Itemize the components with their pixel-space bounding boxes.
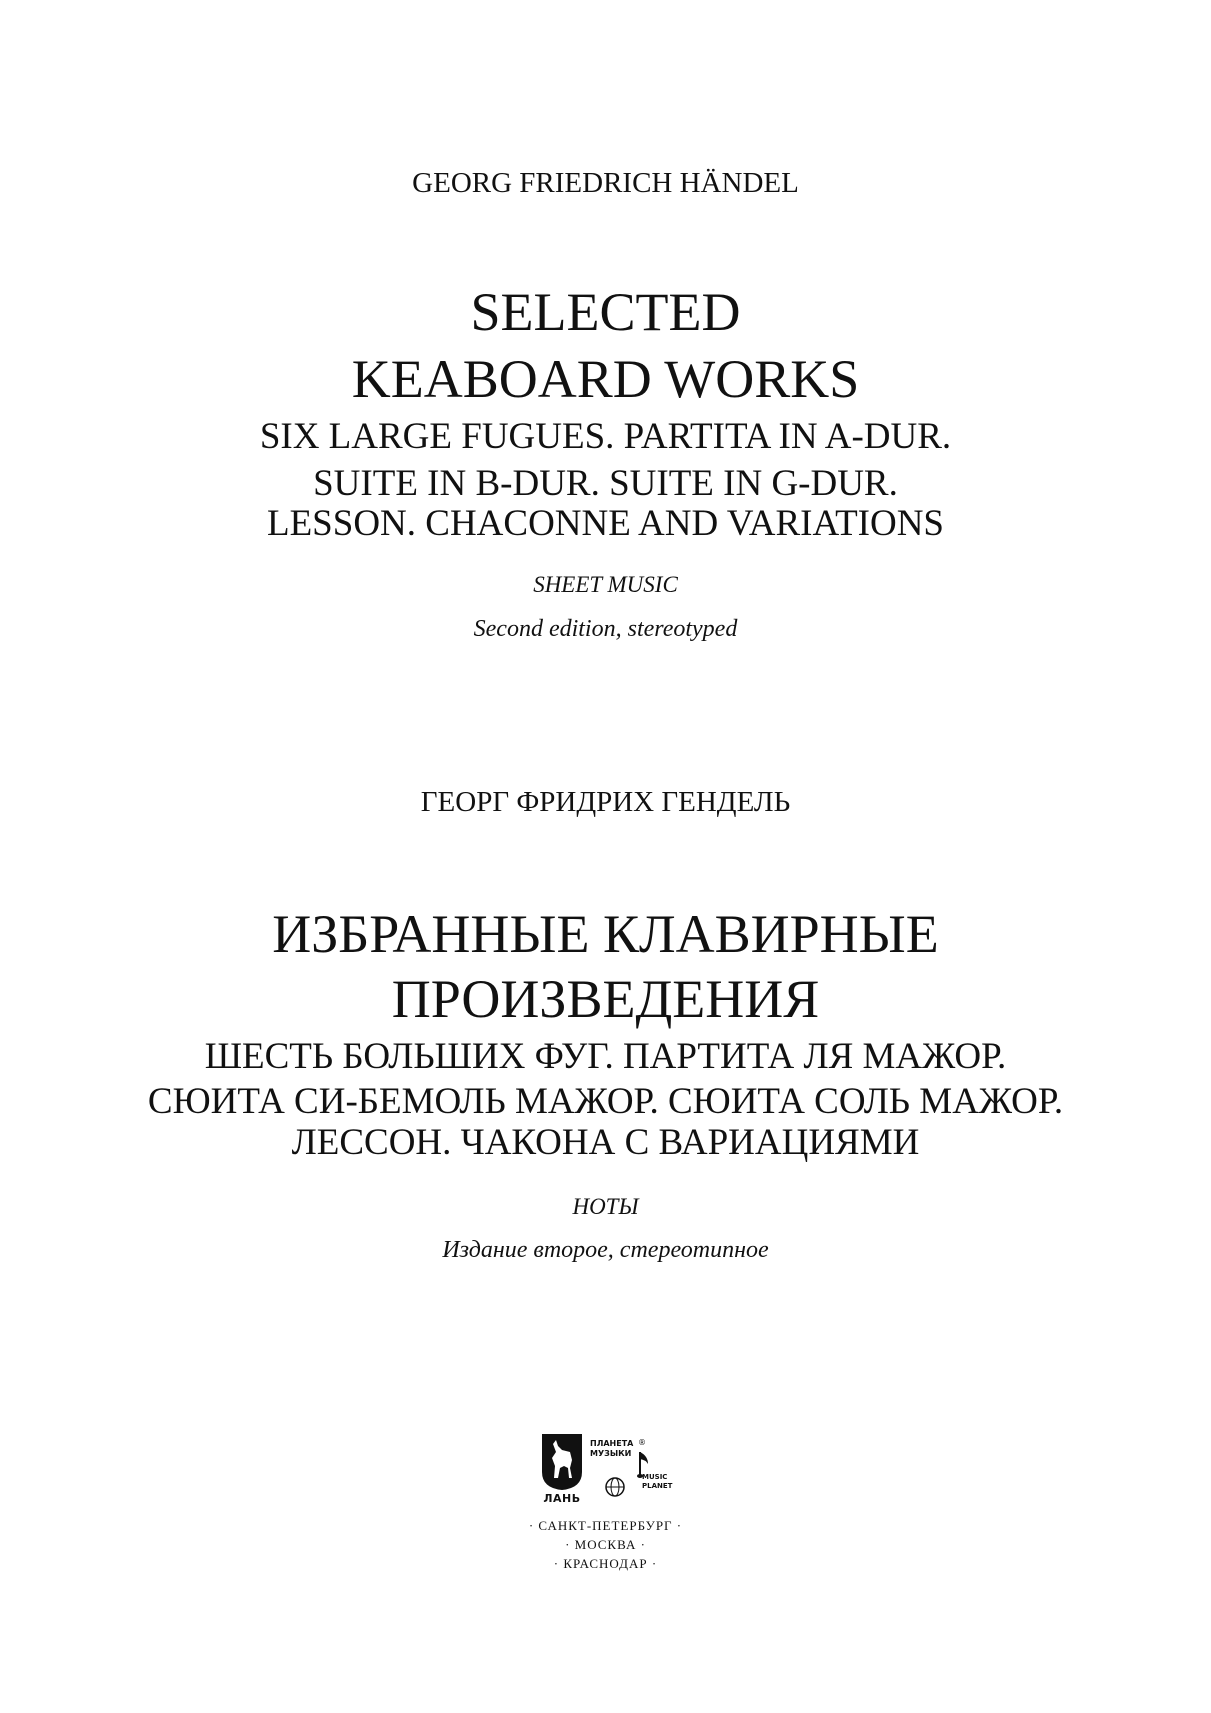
- english-subtitle-line-2: SUITE IN B-DUR. SUITE IN G-DUR.: [313, 463, 898, 504]
- planet-text-1: ПЛАНЕТА: [590, 1439, 634, 1448]
- music-planet-logo: [590, 1438, 680, 1508]
- planet-text-2: МУЗЫКИ: [590, 1449, 632, 1458]
- publisher-logo: [540, 1432, 680, 1512]
- registered-mark: ®: [638, 1438, 646, 1447]
- english-title-line-1: SELECTED: [470, 282, 741, 342]
- city-saint-petersburg: · САНКТ-ПЕТЕРБУРГ ·: [528, 1518, 683, 1533]
- english-edition: Second edition, stereotyped: [473, 616, 738, 642]
- lan-logo-text: ЛАНЬ: [543, 1492, 581, 1505]
- lan-logo: [540, 1432, 584, 1512]
- english-author: GEORG FRIEDRICH HÄNDEL: [412, 167, 799, 199]
- music-text-2: PLANET: [642, 1482, 673, 1490]
- russian-subtitle-line-3: ЛЕССОН. ЧАКОНА С ВАРИАЦИЯМИ: [291, 1122, 920, 1163]
- globe-icon: [604, 1476, 626, 1498]
- music-text-1: MUSIC: [642, 1473, 668, 1481]
- english-title-line-2: KEABOARD WORKS: [351, 349, 860, 409]
- russian-subtitle-line-2: СЮИТА СИ-БЕМОЛЬ МАЖОР. СЮИТА СОЛЬ МАЖОР.: [147, 1081, 1064, 1122]
- english-kind: SHEET MUSIC: [533, 572, 678, 597]
- russian-author: ГЕОРГ ФРИДРИХ ГЕНДЕЛЬ: [420, 786, 791, 818]
- russian-kind: НОТЫ: [572, 1194, 639, 1219]
- english-subtitle-line-1: SIX LARGE FUGUES. PARTITA IN A-DUR.: [259, 416, 952, 457]
- city-moscow: · МОСКВА ·: [565, 1537, 646, 1552]
- russian-edition: Издание второе, стереотипное: [442, 1237, 769, 1263]
- city-krasnodar: · КРАСНОДАР ·: [553, 1556, 658, 1571]
- english-subtitle-line-3: LESSON. CHACONNE AND VARIATIONS: [266, 503, 945, 544]
- russian-subtitle-line-1: ШЕСТЬ БОЛЬШИХ ФУГ. ПАРТИТА ЛЯ МАЖОР.: [204, 1036, 1007, 1077]
- russian-title-line-1: ИЗБРАННЫЕ КЛАВИРНЫЕ: [272, 904, 939, 964]
- doe-emblem-icon: [540, 1432, 584, 1492]
- russian-title-line-2: ПРОИЗВЕДЕНИЯ: [391, 969, 820, 1029]
